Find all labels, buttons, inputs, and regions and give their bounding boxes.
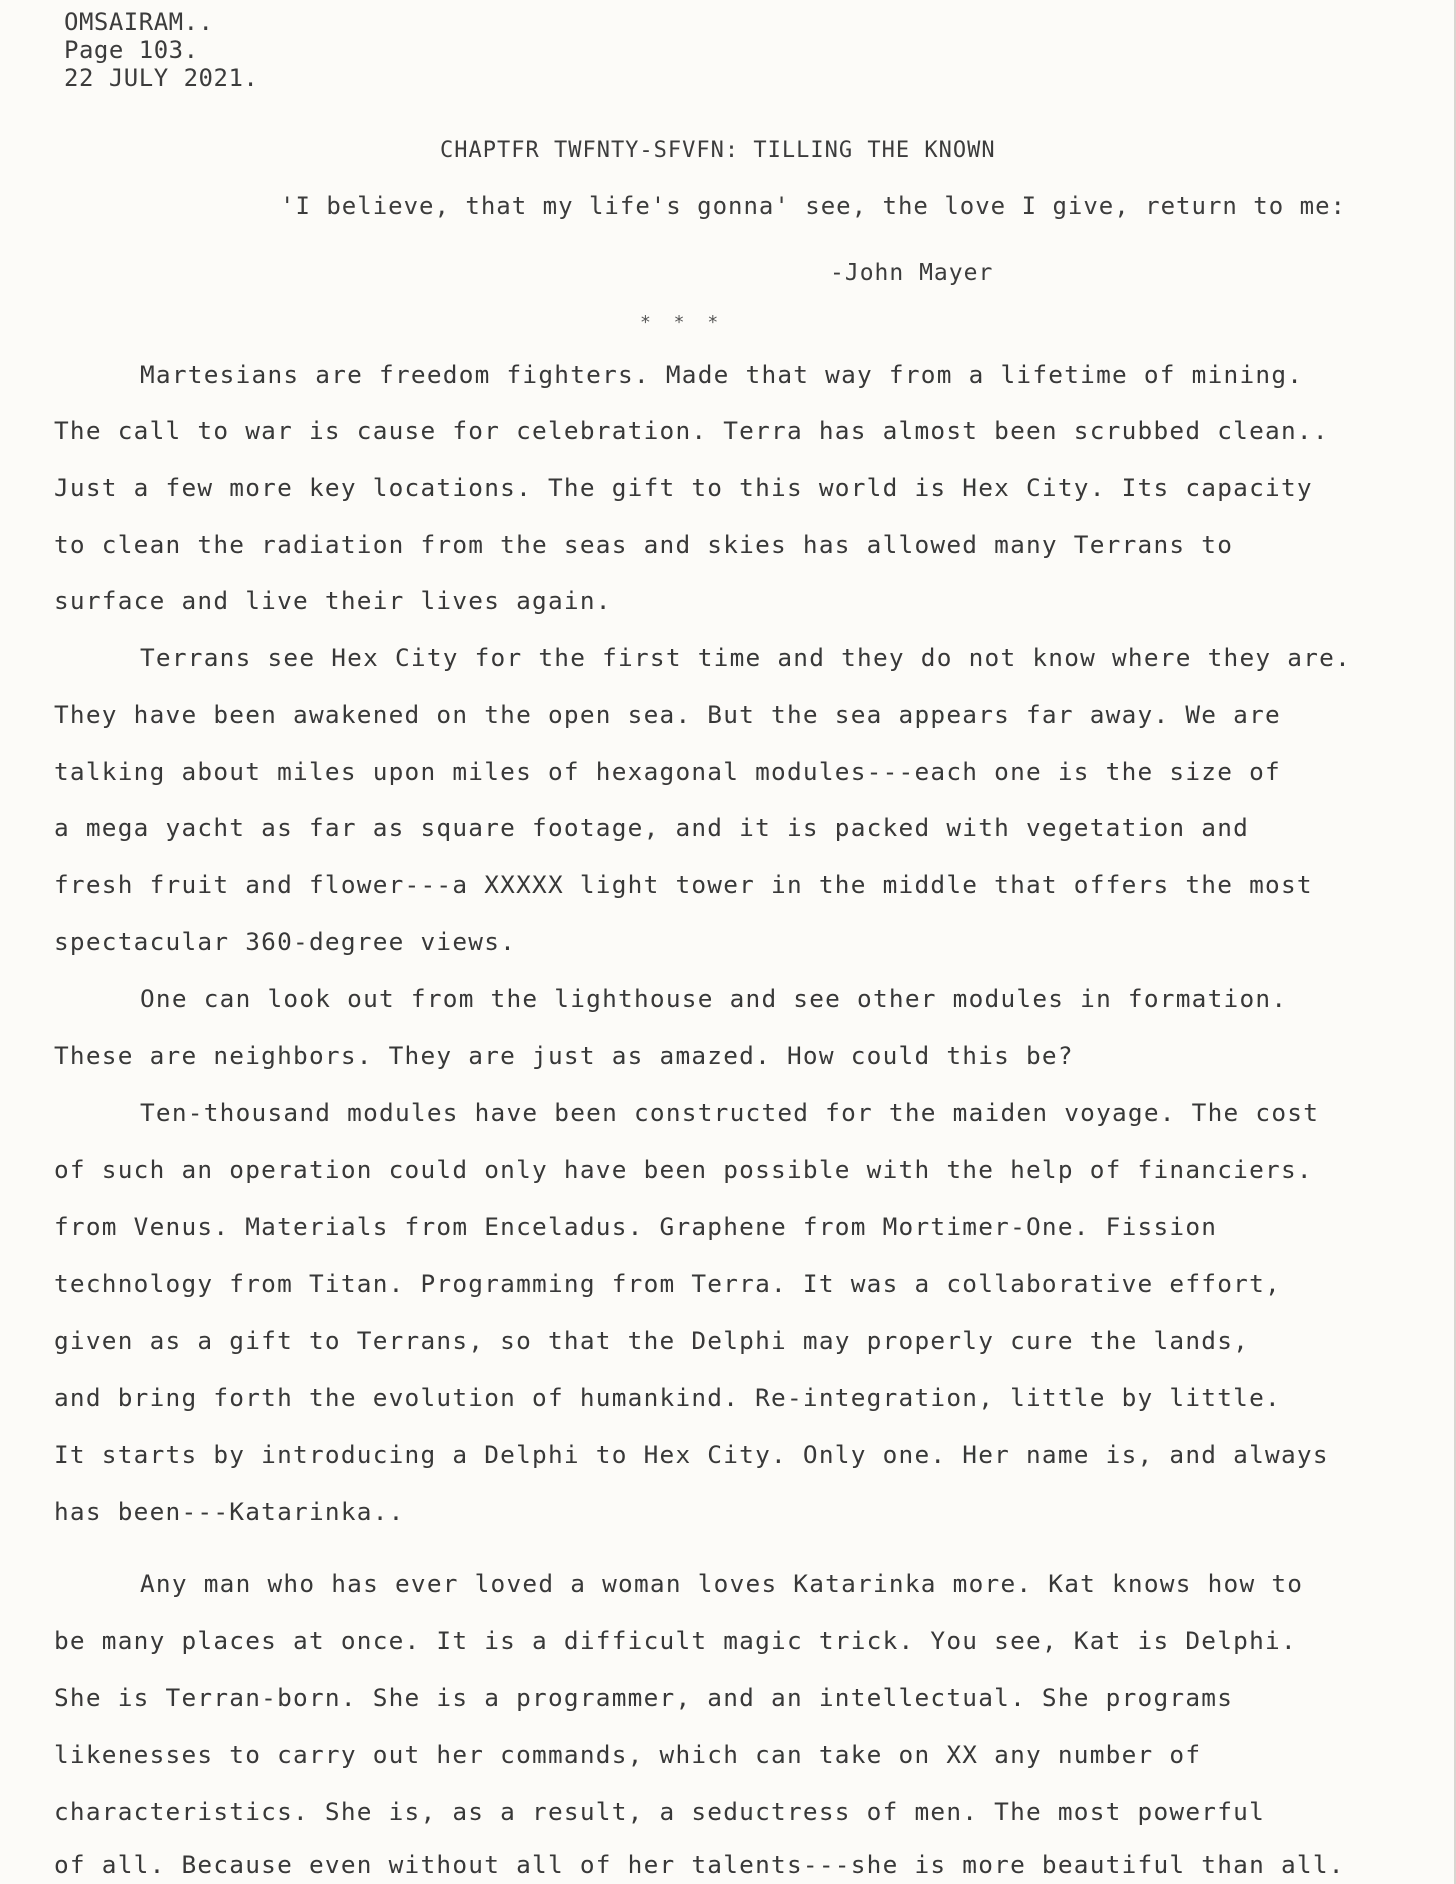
body-line: talking about miles upon miles of hexagonal modules---each one is the size of bbox=[54, 757, 1281, 786]
body-line: and bring forth the evolution of humankind. Re-integration, little by little. bbox=[54, 1383, 1281, 1412]
body-line: to clean the radiation from the seas and skies has allowed many Terrans to bbox=[54, 530, 1234, 559]
body-line: be many places at once. It is a difficult magic trick. You see, Kat is Delphi. bbox=[54, 1626, 1297, 1655]
body-line: surface and live their lives again. bbox=[54, 586, 612, 615]
body-line: fresh fruit and flower---a XXXXX light tower in the middle that offers the most bbox=[54, 870, 1313, 899]
chapter-title: CHAPTFR TWFNTY-SFVFN: TILLING THE KNOWN bbox=[440, 138, 996, 163]
page-header bbox=[64, 8, 258, 92]
body-line: Just a few more key locations. The gift to this world is Hex City. Its capacity bbox=[54, 473, 1313, 502]
header-page-number: Page 103. bbox=[64, 36, 199, 64]
body-line: likenesses to carry out her commands, which can take on XX any number of bbox=[54, 1740, 1202, 1769]
body-line: Martesians are freedom fighters. Made that way from a lifetime of mining. bbox=[140, 360, 1304, 389]
epigraph-attribution: -John Mayer bbox=[830, 260, 994, 286]
body-line: of all. Because even without all of her talents---she is more beautiful than all. bbox=[54, 1850, 1345, 1879]
header-date: 22 JULY 2021. bbox=[64, 64, 259, 92]
body-line: One can look out from the lighthouse and see other modules in formation. bbox=[140, 984, 1288, 1013]
body-line: from Venus. Materials from Enceladus. Graphene from Mortimer-One. Fission bbox=[54, 1212, 1218, 1241]
body-line: technology from Titan. Programming from Terra. It was a collaborative effort, bbox=[54, 1269, 1281, 1298]
body-line: spectacular 360-degree views. bbox=[54, 927, 517, 956]
body-line: has been---Katarinka.. bbox=[54, 1497, 405, 1526]
body-line: given as a gift to Terrans, so that the Delphi may properly cure the lands, bbox=[54, 1326, 1250, 1355]
body-line: of such an operation could only have been possible with the help of financiers. bbox=[54, 1155, 1313, 1184]
body-line: She is Terran-born. She is a programmer, and an intellectual. She programs bbox=[54, 1683, 1234, 1712]
body-line: Ten-thousand modules have been constructed for the maiden voyage. The cost bbox=[140, 1098, 1320, 1127]
epigraph-quote: 'I believe, that my life's gonna' see, the love I give, return to me: bbox=[280, 192, 1346, 220]
header-line-1: OMSAIRAM.. bbox=[64, 8, 214, 36]
body-line: characteristics. She is, as a result, a seductress of men. The most powerful bbox=[54, 1797, 1266, 1826]
body-line: The call to war is cause for celebration. Terra has almost been scrubbed clean.. bbox=[54, 416, 1329, 445]
body-line: These are neighbors. They are just as amazed. How could this be? bbox=[54, 1041, 1074, 1070]
body-line: Terrans see Hex City for the first time and they do not know where they are. bbox=[140, 643, 1352, 672]
body-line: It starts by introducing a Delphi to Hex City. Only one. Her name is, and always bbox=[54, 1440, 1329, 1469]
body-line: They have been awakened on the open sea. But the sea appears far away. We are bbox=[54, 700, 1281, 729]
section-separator: * * * bbox=[640, 312, 725, 333]
body-line: Any man who has ever loved a woman loves Katarinka more. Kat knows how to bbox=[140, 1569, 1304, 1598]
body-line: a mega yacht as far as square footage, and it is packed with vegetation and bbox=[54, 813, 1250, 842]
